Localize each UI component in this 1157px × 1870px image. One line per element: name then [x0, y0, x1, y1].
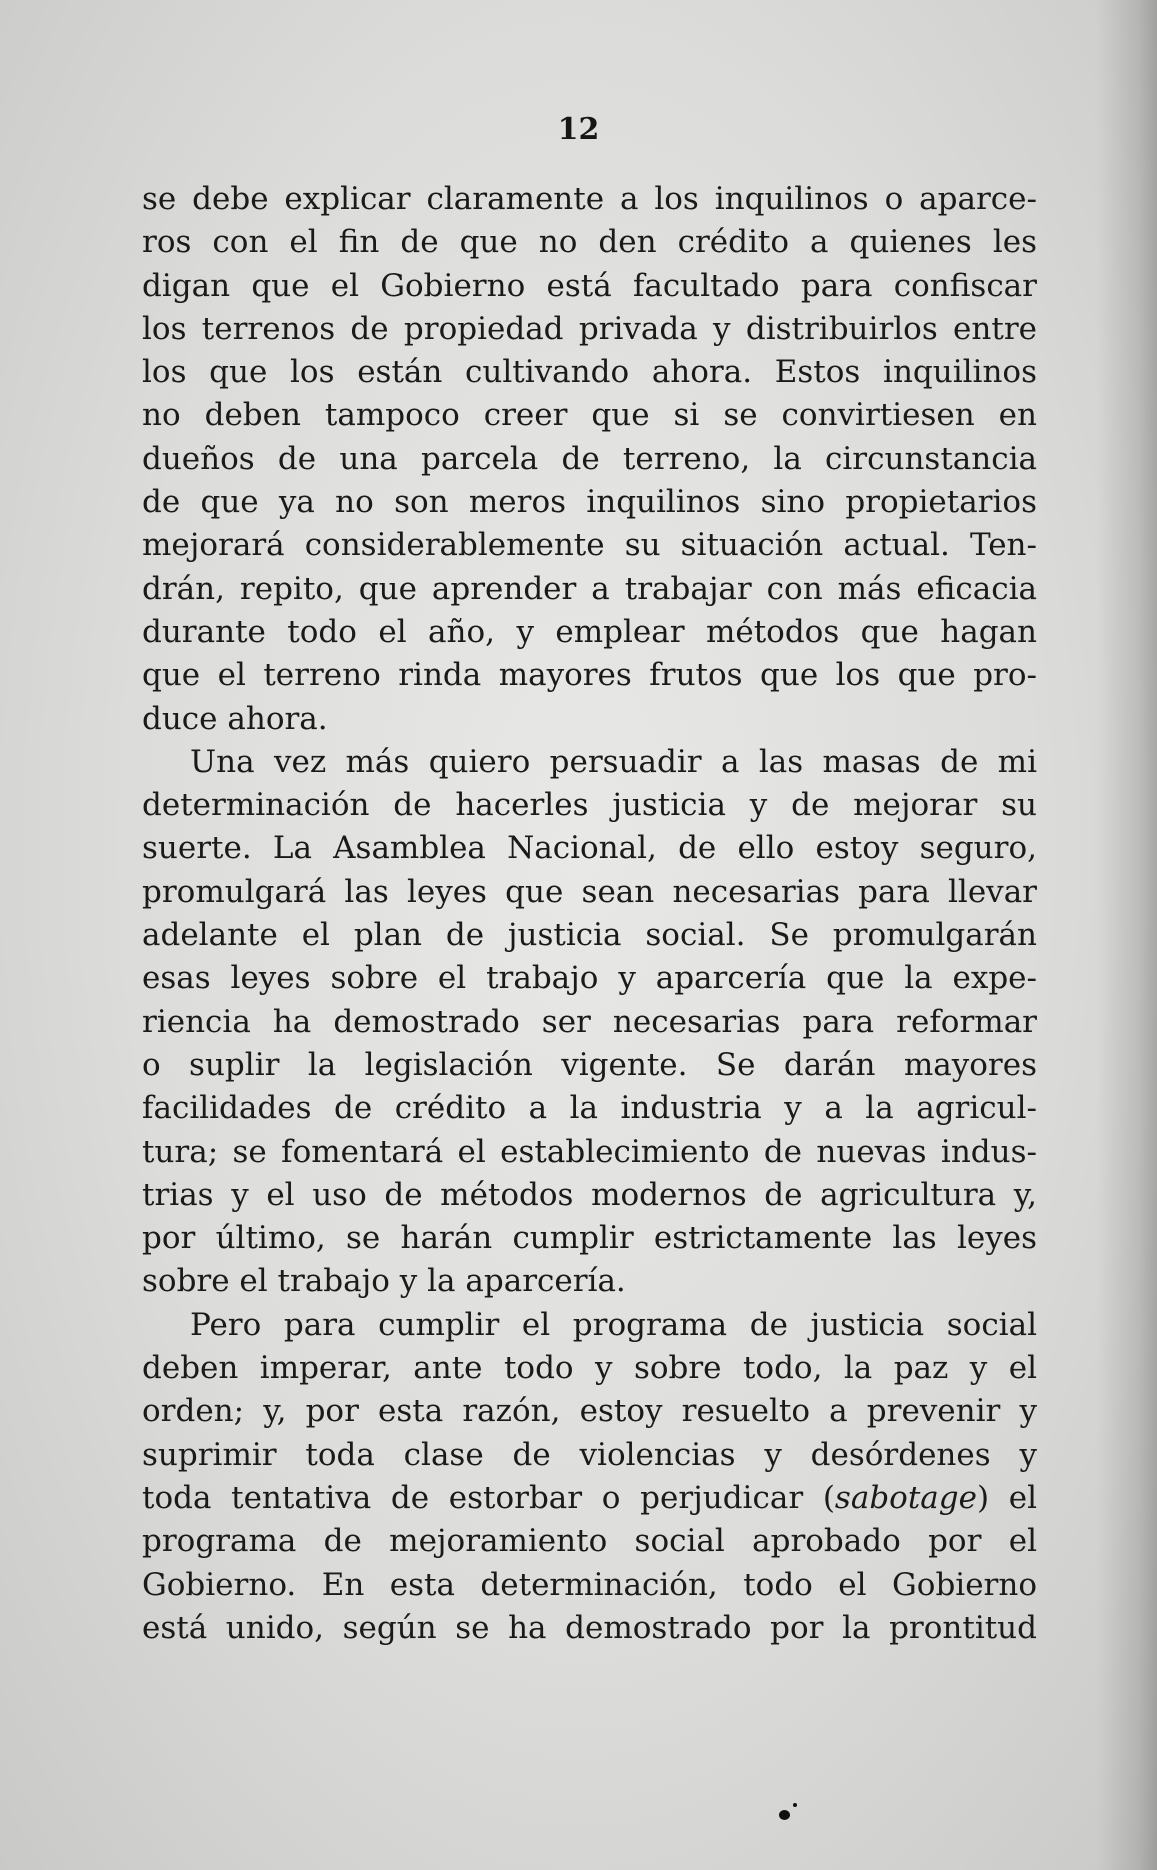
text-line: suprimir toda clase de violencias y desórdenes y: [142, 1436, 1037, 1473]
italic-word: sabotage: [834, 1479, 977, 1516]
ink-speck: [793, 1803, 797, 1807]
text-line: Gobierno. En esta determinación, todo el Gobierno: [142, 1566, 1037, 1603]
text-line: ros con el fin de que no den crédito a quienes les: [142, 224, 1037, 261]
page-edge-shadow: [1097, 0, 1157, 1870]
text-line: digan que el Gobierno está facultado para confiscar: [142, 267, 1037, 304]
text-line: no deben tampoco creer que si se convirtiesen en: [142, 397, 1037, 434]
text-line: riencia ha demostrado ser necesarias para reformar: [142, 1003, 1037, 1040]
text-line: que el terreno rinda mayores frutos que los que pro-: [142, 657, 1037, 694]
text-line: trias y el uso de métodos modernos de agricultura y,: [142, 1176, 1037, 1213]
text-line: promulgará las leyes que sean necesarias para llevar: [142, 873, 1037, 910]
text-line: facilidades de crédito a la industria y a la agricul-: [142, 1090, 1037, 1127]
text-line: tura; se fomentará el establecimiento de nuevas indus-: [142, 1133, 1037, 1170]
text-line: suerte. La Asamblea Nacional, de ello estoy seguro,: [142, 830, 1037, 867]
text-line-with-italic: [142, 1477, 1037, 1520]
text-segment: toda tentativa de estorbar o perjudicar (: [142, 1479, 835, 1516]
text-line: esas leyes sobre el trabajo y aparcería que la expe-: [142, 960, 1037, 997]
text-line: adelante el plan de justicia social. Se promulgarán: [142, 917, 1037, 954]
text-line: se debe explicar claramente a los inquilinos o aparce-: [142, 181, 1037, 217]
paragraph-start-line: Pero para cumplir el programa de justicia social: [190, 1306, 1037, 1343]
text-line: de que ya no son meros inquilinos sino propietarios: [142, 484, 1037, 521]
text-line: mejorará considerablemente su situación actual. Ten-: [142, 527, 1037, 564]
text-line: durante todo el año, y emplear métodos que hagan: [142, 613, 1037, 650]
text-line: determinación de hacerles justicia y de mejorar su: [142, 787, 1037, 824]
text-line: deben imperar, ante todo y sobre todo, la paz y el: [142, 1350, 1037, 1387]
page-number: 12: [557, 112, 600, 147]
text-segment: ) el: [976, 1479, 1037, 1516]
body-text: [142, 178, 1037, 1650]
text-line: está unido, según se ha demostrado por la prontitud: [142, 1609, 1037, 1646]
text-line: programa de mejoramiento social aprobado por el: [142, 1523, 1037, 1560]
text-line: duce ahora.: [142, 700, 328, 737]
text-line: los que los están cultivando ahora. Estos inquilinos: [142, 354, 1037, 391]
text-line: dueños de una parcela de terreno, la circunstancia: [142, 440, 1037, 477]
ink-speck: [779, 1810, 790, 1820]
text-line: drán, repito, que aprender a trabajar con más eficacia: [142, 570, 1037, 607]
text-line: o suplir la legislación vigente. Se darán mayores: [142, 1046, 1037, 1083]
text-line: por último, se harán cumplir estrictamente las leyes: [142, 1220, 1037, 1257]
text-line: sobre el trabajo y la aparcería.: [142, 1263, 626, 1300]
text-line: los terrenos de propiedad privada y distribuirlos entre: [142, 310, 1037, 347]
text-line: orden; y, por esta razón, estoy resuelto a prevenir y: [142, 1393, 1037, 1430]
paragraph-start-line: Una vez más quiero persuadir a las masas de mi: [190, 743, 1037, 780]
